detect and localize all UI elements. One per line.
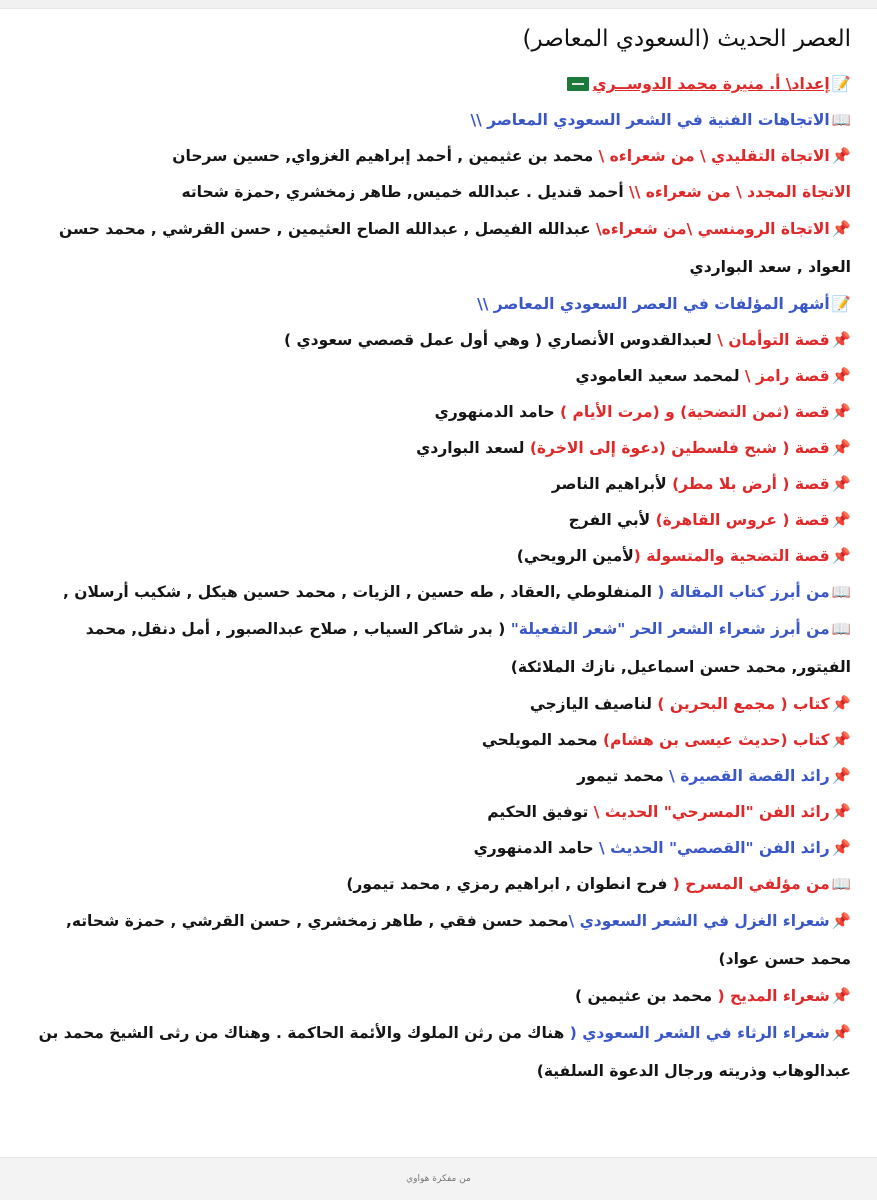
- pin-icon: 📌: [831, 147, 851, 165]
- traditional-trend-label: الاتجاة التقليدي \ من شعراءه \: [598, 147, 830, 165]
- work-author: لعبدالقدوس الأنصاري ( وهي أول عمل قصصي سعودي ): [283, 331, 718, 349]
- book-icon: 📖: [831, 111, 851, 129]
- works-heading: أشهر المؤلفات في العصر السعودي المعاصر \\: [477, 295, 830, 313]
- pin-icon: 📌: [831, 220, 851, 238]
- traditional-trend-poets: محمد بن عثيمين , أحمد إبراهيم الغزواي, حسين سرحان: [172, 147, 599, 165]
- work-author: لمحمد سعيد العامودي: [575, 367, 745, 385]
- romantic-trend-line: [26, 210, 851, 286]
- pioneer-label: رائد الفن "المسرحي" الحديث \: [593, 803, 830, 821]
- trends-heading: الاتجاهات الفنية في الشعر السعودي المعاصر \\: [470, 111, 830, 129]
- works-heading-line: [26, 286, 851, 322]
- pin-icon: 📌: [831, 439, 851, 457]
- ghazal-names: محمد حسن فقي , طاهر زمخشري , حسن القرشي , حمزة شحاته, محمد حسن عواد): [65, 912, 851, 968]
- pin-icon: 📌: [831, 987, 851, 1005]
- list-item: [26, 686, 851, 722]
- pioneer-label: رائد القصة القصيرة \: [669, 767, 830, 785]
- theatre-names: فرح انطوان , ابراهيم رمزي , محمد تيمور): [346, 875, 673, 893]
- page-title: العصر الحديث (السعودي المعاصر): [522, 26, 851, 52]
- list-item: [26, 358, 851, 394]
- essayists-label: من أبرز كتاب المقالة (: [657, 583, 830, 601]
- book-icon: 📖: [831, 583, 851, 601]
- book-author: محمد المويلحي: [481, 731, 603, 749]
- ghazal-line: [26, 902, 851, 978]
- ghazal-label: شعراء الغزل في الشعر السعودي \: [568, 912, 830, 930]
- free-verse-names: ( بدر شاكر السياب , صلاح عبدالصبور , أمل دنقل, محمد الفيتور, محمد حسن اسماعيل, نازك الملائكة): [85, 620, 851, 676]
- list-item: [26, 722, 851, 758]
- saudi-flag-icon: [567, 77, 589, 91]
- footer-watermark: من مفكرة هواوي: [0, 1157, 877, 1200]
- pin-icon: 📌: [831, 695, 851, 713]
- praise-line: [26, 978, 851, 1014]
- trends-heading-line: [26, 102, 851, 138]
- list-item: [26, 830, 851, 866]
- romantic-trend-poets: عبدالله الفيصل , عبدالله الصاح العثيمين , حسن القرشي , محمد حسن العواد , سعد البواردي: [59, 220, 851, 276]
- pin-icon: 📌: [831, 547, 851, 565]
- author-line: [26, 66, 851, 102]
- list-item: [26, 538, 851, 574]
- list-item: [26, 322, 851, 358]
- work-author: حامد الدمنهوري: [434, 403, 561, 421]
- praise-label: شعراء المديح (: [717, 987, 830, 1005]
- pioneer-label: رائد الفن "القصصي" الحديث \: [599, 839, 830, 857]
- elegy-line: [26, 1014, 851, 1090]
- romantic-trend-label: الاتجاة الرومنسي \من شعراءه\: [596, 220, 830, 238]
- work-author: لسعد البواردي: [416, 439, 530, 457]
- list-item: [26, 466, 851, 502]
- pin-icon: 📌: [831, 1024, 851, 1042]
- pin-icon: 📌: [831, 331, 851, 349]
- pioneer-name: توفيق الحكيم: [487, 803, 594, 821]
- book-title: كتاب ( مجمع البحرين ): [657, 695, 830, 713]
- work-title: قصة ( عروس القاهرة): [655, 511, 830, 529]
- renewal-trend-poets: أحمد قنديل . عبدالله خميس, طاهر زمخشري ,حمزة شحاته: [181, 183, 630, 201]
- theatre-label: من مؤلفي المسرح (: [672, 875, 830, 893]
- renewal-trend-label: الاتجاة المجدد \ من شعراءه \\: [629, 183, 851, 201]
- praise-names: محمد بن عثيمين ): [575, 987, 718, 1005]
- book-title: كتاب (حديث عيسى بن هشام): [603, 731, 830, 749]
- essayists-names: المنفلوطي ,العقاد , طه حسين , الزيات , محمد حسين هيكل , شكيب أرسلان ,: [62, 583, 658, 601]
- pin-icon: 📌: [831, 912, 851, 930]
- list-item: [26, 430, 851, 466]
- essayists-line: [26, 574, 851, 610]
- pin-icon: 📌: [831, 475, 851, 493]
- pin-icon: 📌: [831, 367, 851, 385]
- theatre-line: [26, 866, 851, 902]
- pin-icon: 📌: [831, 511, 851, 529]
- pioneer-name: حامد الدمنهوري: [473, 839, 600, 857]
- book-icon: 📖: [831, 875, 851, 893]
- traditional-trend-line: [26, 138, 851, 174]
- author-label: إعداد\ أ. منيرة محمد الدوســري: [592, 75, 830, 93]
- list-item: [26, 502, 851, 538]
- work-title: قصة رامز \: [744, 367, 830, 385]
- work-title: قصة (ثمن التضحية) و (مرت الأيام ): [560, 403, 830, 421]
- renewal-trend-line: [26, 174, 851, 210]
- list-item: [26, 794, 851, 830]
- free-verse-line: [26, 610, 851, 686]
- pin-icon: 📌: [831, 731, 851, 749]
- work-author: لأبي الفرج: [568, 511, 656, 529]
- pin-icon: 📌: [831, 403, 851, 421]
- memo-icon: 📝: [831, 75, 851, 93]
- elegy-text: هناك من رثن الملوك والأئمة الحاكمة . وهناك من رثى الشيخ محمد بن عبدالوهاب وذريته ورجال الدعوة السلفية): [38, 1024, 851, 1080]
- list-item: [26, 394, 851, 430]
- pin-icon: 📌: [831, 839, 851, 857]
- document-body: [26, 22, 851, 1090]
- pin-icon: 📌: [831, 803, 851, 821]
- book-icon: 📖: [831, 620, 851, 638]
- pioneer-name: محمد تيمور: [577, 767, 670, 785]
- pin-icon: 📌: [831, 767, 851, 785]
- elegy-label: شعراء الرثاء في الشعر السعودي (: [569, 1024, 830, 1042]
- work-title: قصة ( أرض بلا مطر): [672, 475, 830, 493]
- work-author: لأمين الرويحي): [516, 547, 634, 565]
- work-author: لأبراهيم الناصر: [551, 475, 673, 493]
- memo-icon: 📝: [831, 295, 851, 313]
- work-title: قصة التوأمان \: [717, 331, 830, 349]
- list-item: [26, 758, 851, 794]
- work-title: قصة ( شبح فلسطين (دعوة إلى الاخرة): [529, 439, 830, 457]
- work-title: قصة التضحية والمتسولة (: [633, 547, 830, 565]
- book-author: لناصيف اليازجي: [529, 695, 658, 713]
- top-strip: [0, 0, 877, 9]
- free-verse-label: من أبرز شعراء الشعر الحر "شعر التفعيلة": [510, 620, 830, 638]
